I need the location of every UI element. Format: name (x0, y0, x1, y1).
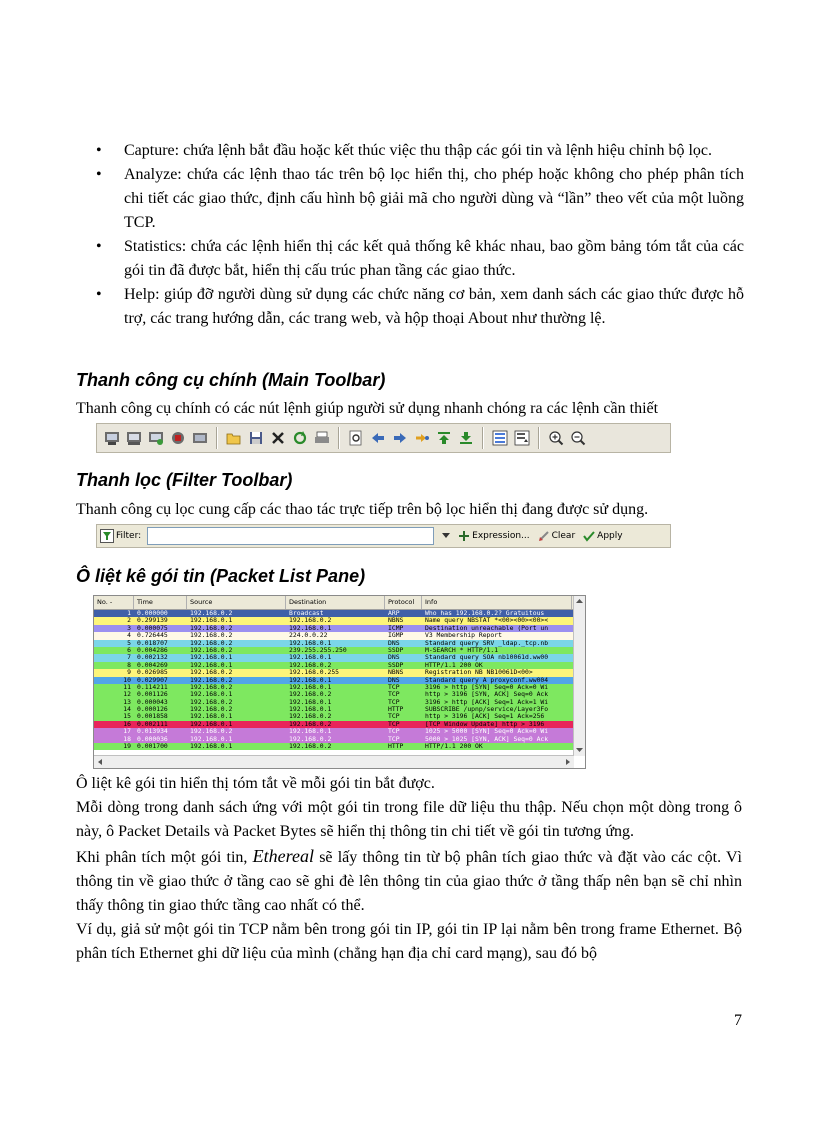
column-header-destination[interactable]: Destination (286, 596, 385, 609)
packet-info: M-SEARCH * HTTP/1.1 (425, 646, 499, 654)
packet-time: 0.000043 (137, 698, 168, 706)
packet-info: 3196 > http [ACK] Seq=1 Ack=1 Wi (425, 698, 549, 706)
column-header-info[interactable]: Info (422, 596, 572, 609)
packet-no: 10 (123, 676, 131, 684)
packet-info: Who has 192.168.0.2? Gratuitous (425, 610, 545, 617)
stop-capture-icon[interactable] (169, 429, 187, 447)
packet-row[interactable] (94, 654, 585, 661)
packet-destination: 192.168.0.2 (289, 720, 332, 728)
packet-destination: 192.168.0.2 (289, 617, 332, 625)
packet-info: HTTP/1.1 200 OK (425, 661, 483, 669)
filter-toolbar-description: Thanh công cụ lọc cung cấp các thao tác trực tiếp trên bộ lọc hiển thị đang được sử dụng. (76, 501, 649, 518)
packet-row[interactable] (94, 699, 585, 706)
body-text (76, 772, 742, 966)
packet-protocol: TCP (388, 698, 400, 706)
vertical-scrollbar[interactable] (573, 596, 585, 756)
ethereal-name: Ethereal (252, 846, 314, 866)
packet-info: Name query NBSTAT *<00><00><00>< (425, 617, 549, 625)
packet-destination: 192.168.0.1 (289, 639, 332, 647)
packet-row[interactable] (94, 728, 585, 735)
packet-info: 3196 > http [SYN] Seq=0 Ack=0 Wi (425, 683, 549, 691)
expression-button[interactable] (458, 530, 529, 542)
packet-list-header (94, 596, 585, 610)
packet-info: Standard query SOA nb10061d.ww00 (425, 654, 549, 662)
packet-time: 0.013934 (137, 728, 168, 736)
packet-info: V3 Membership Report (425, 632, 502, 640)
packet-row[interactable] (94, 610, 585, 617)
clear-label: Clear (551, 531, 576, 541)
packet-source: 192.168.0.2 (190, 706, 233, 714)
packet-no: 4 (127, 632, 131, 640)
colorize-icon[interactable] (491, 429, 509, 447)
packet-time: 0.000075 (137, 624, 168, 632)
packet-row[interactable] (94, 647, 585, 654)
packet-source: 192.168.0.1 (190, 720, 233, 728)
packet-destination: 192.168.0.1 (289, 698, 332, 706)
packet-source: 192.168.0.2 (190, 683, 233, 691)
packet-source: 192.168.0.2 (190, 632, 233, 640)
packet-time: 0.726445 (137, 632, 168, 640)
menu-description-list (76, 139, 744, 331)
packet-list-heading: Ô liệt kê gói tin (Packet List Pane) (76, 566, 366, 586)
packet-time: 0.001700 (137, 743, 168, 751)
packet-info: Destination unreachable (Port un (425, 624, 549, 632)
packet-source: 192.168.0.2 (190, 728, 233, 736)
filter-toolbar-heading: Thanh lọc (Filter Toolbar) (76, 470, 293, 490)
toolbar-separator (338, 427, 340, 449)
toolbar-separator (482, 427, 484, 449)
packet-time: 0.001858 (137, 713, 168, 721)
packet-time: 0.001126 (137, 691, 168, 699)
packet-time: 0.000036 (137, 735, 168, 743)
packet-protocol: NBNS (388, 669, 404, 677)
packet-time: 0.026985 (137, 669, 168, 677)
go-to-packet-icon[interactable] (413, 429, 431, 447)
list-interfaces-icon[interactable] (103, 429, 121, 447)
open-file-icon[interactable] (225, 429, 243, 447)
packet-info: 1025 > 5000 [SYN] Seq=0 Ack=0 Wi (425, 728, 549, 736)
chevron-down-icon (442, 533, 450, 539)
packet-info: SUBSCRIBE /upnp/service/Layer3Fo (425, 706, 549, 714)
packet-destination: 192.168.0.2 (289, 691, 332, 699)
packet-protocol: DNS (388, 639, 400, 647)
filter-icon (100, 529, 114, 543)
close-file-icon[interactable] (269, 429, 287, 447)
packet-no: 11 (123, 683, 131, 691)
packet-source: 192.168.0.1 (190, 617, 233, 625)
find-packet-icon[interactable] (347, 429, 365, 447)
packet-row[interactable] (94, 721, 585, 728)
packet-protocol: TCP (388, 720, 400, 728)
go-to-last-icon[interactable] (457, 429, 475, 447)
packet-destination: 192.168.0.255 (289, 669, 340, 677)
packet-source: 192.168.0.1 (190, 713, 233, 721)
expression-label: Expression... (472, 531, 530, 541)
packet-row[interactable] (94, 677, 585, 684)
filter-input[interactable] (147, 527, 434, 545)
bullet-help: • Help: giúp đỡ người dùng sử dụng các chức năng cơ bản, xem danh sách các giao thức được hỗ trợ, các trang hướng dẫn, các trang web, và hộp thoại About như thường lệ. (76, 283, 744, 331)
packet-info: http > 3196 [ACK] Seq=1 Ack=256 (425, 713, 545, 721)
page-number: 7 (734, 1012, 742, 1029)
packet-destination: 192.168.0.1 (289, 624, 332, 632)
clear-button[interactable] (538, 530, 576, 542)
packet-no: 7 (127, 654, 131, 662)
packet-row[interactable] (94, 691, 585, 698)
paragraph-ethereal: Khi phân tích một gói tin, Ethereal sẽ lấy thông tin từ bộ phân tích giao thức và đặt vào các cột. Vì thông tin về giao thức ở tầng cao sẽ ghi đè lên thông tin của giao thức ở tầng thấp nên bạn sẽ chỉ nhìn thấy thông tin giao thức tầng cao nhất có thể. (76, 846, 743, 914)
packet-info: Standard query A proxyconf.ww004 (425, 676, 549, 684)
apply-button[interactable] (583, 530, 622, 542)
packet-row[interactable] (94, 684, 585, 691)
packet-time: 0.000126 (137, 706, 168, 714)
packet-protocol: TCP (388, 713, 400, 721)
packet-source: 192.168.0.1 (190, 691, 233, 699)
packet-protocol: NBNS (388, 617, 404, 625)
packet-destination: 192.168.0.1 (289, 728, 332, 736)
packet-protocol: DNS (388, 676, 400, 684)
packet-row[interactable] (94, 736, 585, 743)
packet-time: 0.000000 (137, 610, 168, 617)
packet-protocol: HTTP (388, 706, 404, 714)
packet-protocol: HTTP (388, 743, 404, 751)
packet-row[interactable] (94, 617, 585, 624)
packet-destination: 192.168.0.2 (289, 713, 332, 721)
filter-toolbar-image (96, 524, 671, 548)
packet-time: 0.299139 (137, 617, 168, 625)
paragraph-rows: Mỗi dòng trong danh sách ứng với một gói tin trong file dữ liệu thu thập. Nếu chọn một dòng trong ô này, ô Packet Details và Packet Bytes sẽ hiển thị thông tin chi tiết về gói tin tương ứng. (76, 799, 742, 840)
packet-source: 192.168.0.1 (190, 661, 233, 669)
packet-destination: 192.168.0.1 (289, 676, 332, 684)
bullet-analyze: • Analyze: chứa các lệnh thao tác trên bộ lọc hiển thị, cho phép hoặc không cho phép phân tích chi tiết các giao thức, định cấu hình bộ giải mã cho người dùng và “lần” theo vết của một luồng TCP. (76, 163, 744, 235)
packet-source: 192.168.0.1 (190, 654, 233, 662)
packet-time: 0.114211 (137, 683, 168, 691)
packet-info: http > 3196 [SYN, ACK] Seq=0 Ack (425, 691, 549, 699)
column-header-time[interactable]: Time (134, 596, 187, 609)
filter-dropdown[interactable] (442, 533, 450, 539)
column-header-no[interactable]: No. - (94, 596, 134, 609)
packet-destination: 192.168.0.2 (289, 743, 332, 751)
packet-source: 192.168.0.2 (190, 639, 233, 647)
packet-info: HTTP/1.1 200 OK (425, 743, 483, 751)
packet-source: 192.168.0.1 (190, 743, 233, 751)
column-header-protocol[interactable]: Protocol (385, 596, 422, 609)
packet-no: 15 (123, 713, 131, 721)
capture-options-icon[interactable] (125, 429, 143, 447)
apply-label: Apply (597, 531, 623, 541)
packet-no: 12 (123, 691, 131, 699)
print-icon[interactable] (313, 429, 331, 447)
packet-no: 19 (123, 743, 131, 751)
packet-info: 5000 > 1025 [SYN, ACK] Seq=0 Ack (425, 735, 549, 743)
clear-icon (538, 530, 550, 542)
packet-no: 2 (127, 617, 131, 625)
apply-icon (583, 530, 595, 542)
packet-protocol: SSDP (388, 646, 404, 654)
packet-time: 0.029907 (137, 676, 168, 684)
main-toolbar-heading: Thanh công cụ chính (Main Toolbar) (76, 370, 386, 390)
packet-time: 0.018707 (137, 639, 168, 647)
restart-capture-icon[interactable] (191, 429, 209, 447)
save-file-icon[interactable] (247, 429, 265, 447)
go-forward-icon[interactable] (391, 429, 409, 447)
packet-protocol: DNS (388, 654, 400, 662)
packet-destination: 192.168.0.1 (289, 683, 332, 691)
reload-icon[interactable] (291, 429, 309, 447)
zoom-out-icon[interactable] (569, 429, 587, 447)
packet-destination: Broadcast (289, 610, 324, 617)
packet-info: Standard query SRV _ldap._tcp.nb (425, 639, 549, 647)
packet-no: 16 (123, 720, 131, 728)
toolbar-separator (538, 427, 540, 449)
packet-time: 0.002111 (137, 720, 168, 728)
expression-icon (458, 530, 470, 542)
packet-destination: 239.255.255.250 (289, 646, 347, 654)
auto-scroll-icon[interactable] (513, 429, 531, 447)
packet-time: 0.004286 (137, 646, 168, 654)
packet-source: 192.168.0.2 (190, 698, 233, 706)
filter-button[interactable] (100, 529, 141, 543)
bullet-capture: • Capture: chứa lệnh bắt đầu hoặc kết thúc việc thu thập các gói tin và lệnh hiệu chỉnh bộ lọc. (76, 139, 744, 163)
main-toolbar-description: Thanh công cụ chính có các nút lệnh giúp người sử dụng nhanh chóng ra các lệnh cần thiết (76, 400, 659, 417)
packet-protocol: SSDP (388, 661, 404, 669)
packet-no: 6 (127, 646, 131, 654)
packet-protocol: TCP (388, 735, 400, 743)
packet-row[interactable] (94, 743, 585, 750)
filter-label: Filter: (116, 531, 142, 541)
packet-protocol: ICMP (388, 624, 404, 632)
packet-no: 18 (123, 735, 131, 743)
packet-destination: 224.0.0.22 (289, 632, 328, 640)
packet-row[interactable] (94, 625, 585, 632)
packet-row[interactable] (94, 632, 585, 639)
packet-no: 3 (127, 624, 131, 632)
packet-row[interactable] (94, 669, 585, 676)
start-capture-icon[interactable] (147, 429, 165, 447)
packet-row[interactable] (94, 640, 585, 647)
bullet-statistics: • Statistics: chứa các lệnh hiển thị các kết quả thống kê khác nhau, bao gồm bảng tóm tắt của các gói tin đã được bắt, hiển thị cấu trúc phan tầng các giao thức. (76, 235, 744, 283)
packet-destination: 192.168.0.2 (289, 735, 332, 743)
packet-protocol: TCP (388, 728, 400, 736)
toolbar-separator (216, 427, 218, 449)
packet-source: 192.168.0.2 (190, 610, 233, 617)
packet-no: 1 (127, 610, 131, 617)
packet-no: 14 (123, 706, 131, 714)
packet-source: 192.168.0.2 (190, 624, 233, 632)
packet-row[interactable] (94, 662, 585, 669)
zoom-in-icon[interactable] (547, 429, 565, 447)
packet-protocol: IGMP (388, 632, 404, 640)
packet-row[interactable] (94, 706, 585, 713)
column-header-source[interactable]: Source (187, 596, 286, 609)
horizontal-scrollbar[interactable] (94, 755, 574, 768)
packet-info: [TCP Window Update] http > 3196 (425, 720, 545, 728)
packet-destination: 192.168.0.2 (289, 661, 332, 669)
packet-info: Registration NB NB10061D<00> (425, 669, 533, 677)
paragraph-summary: Ô liệt kê gói tin hiển thị tóm tắt về mỗi gói tin bắt được. (76, 775, 435, 792)
packet-no: 17 (123, 728, 131, 736)
packet-no: 8 (127, 661, 131, 669)
main-toolbar-image (96, 423, 671, 453)
packet-protocol: TCP (388, 691, 400, 699)
packet-list-rows (94, 610, 585, 750)
packet-no: 9 (127, 669, 131, 677)
packet-destination: 192.168.0.1 (289, 706, 332, 714)
packet-destination: 192.168.0.1 (289, 654, 332, 662)
packet-time: 0.002132 (137, 654, 168, 662)
paragraph-example: Ví dụ, giả sử một gói tin TCP nằm bên trong gói tin IP, gói tin IP lại nằm bên trong frame Ethernet. Bộ phân tích Ethernet ghi dữ liệu của mình (chẳng hạn địa chỉ card mạng), sau đó bộ (76, 921, 742, 962)
packet-row[interactable] (94, 713, 585, 720)
packet-no: 5 (127, 639, 131, 647)
packet-time: 0.004269 (137, 661, 168, 669)
packet-source: 192.168.0.2 (190, 676, 233, 684)
go-back-icon[interactable] (369, 429, 387, 447)
packet-source: 192.168.0.1 (190, 735, 233, 743)
packet-source: 192.168.0.2 (190, 669, 233, 677)
packet-no: 13 (123, 698, 131, 706)
packet-protocol: ARP (388, 610, 400, 617)
packet-list-pane (93, 595, 586, 769)
packet-source: 192.168.0.2 (190, 646, 233, 654)
packet-protocol: TCP (388, 683, 400, 691)
go-to-first-icon[interactable] (435, 429, 453, 447)
